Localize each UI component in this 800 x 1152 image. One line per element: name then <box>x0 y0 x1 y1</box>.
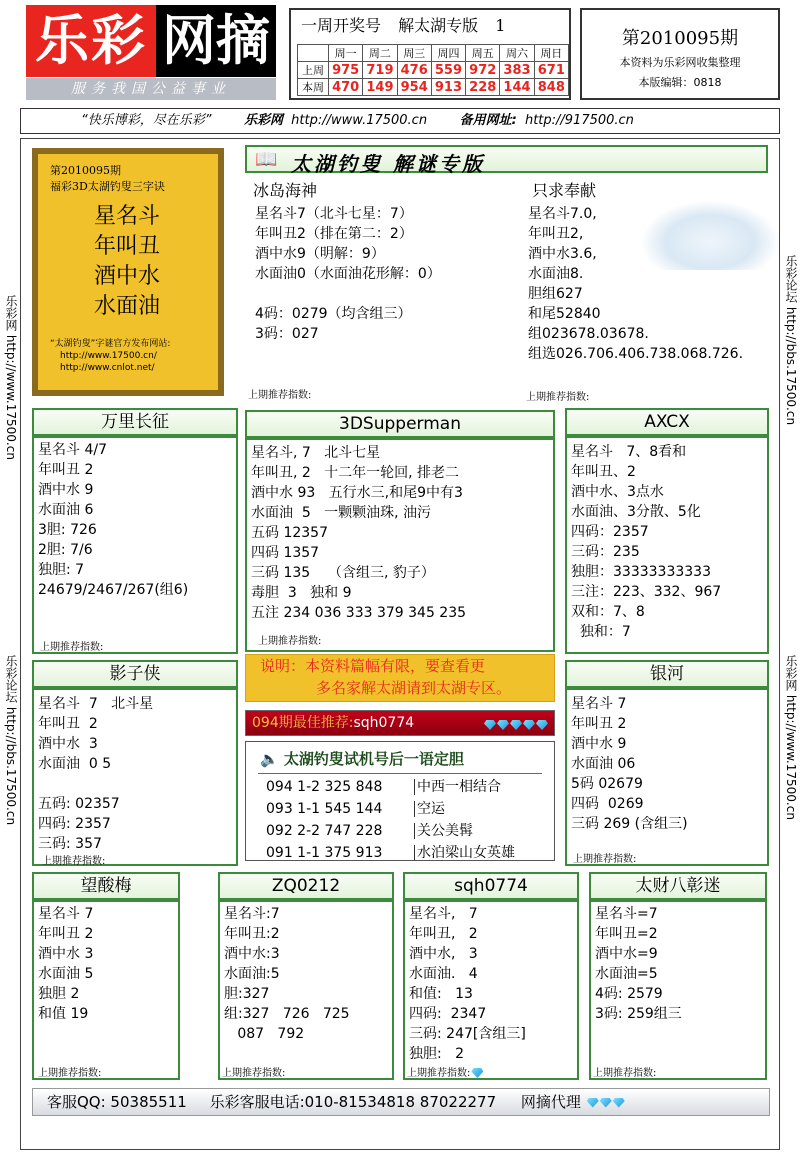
issue-note: 本资料为乐彩网收集整理 <box>619 56 741 69</box>
site-logo <box>26 5 276 77</box>
yinhe-line: 年叫丑 2 <box>571 716 627 732</box>
contact-bar <box>32 1088 770 1116</box>
qq-contact[interactable]: 客服QQ: 50385511 <box>47 1093 187 1111</box>
this-week-number-5: 144 <box>500 79 534 96</box>
backup-url-link[interactable]: http://917500.cn <box>524 113 634 128</box>
taicai-footer: 上期推荐指数: <box>593 1068 657 1079</box>
axcx-line: 水面油、3分散、5化 <box>571 504 701 520</box>
riddle-site1-link[interactable]: http://www.17500.cn/ <box>60 351 157 361</box>
sqh-line: 水面油. 4 <box>409 966 478 982</box>
wangsuan-line: 酒中水 3 <box>38 946 94 962</box>
best-pick-bar: 094期最佳推荐:sqh0774 <box>245 710 555 736</box>
taicai-box <box>589 900 767 1080</box>
weekday-cell-5: 周六 <box>500 45 534 62</box>
supper-line: 毒胆 3 独和 9 <box>251 585 352 601</box>
yinhe-title: 银河 <box>565 660 769 688</box>
zhiqiu-line: 水面油8. <box>528 266 584 282</box>
supper-line: 水面油 5 一颗颗油珠, 油污 <box>251 505 432 521</box>
yingzi-line: 水面油 0 5 <box>38 756 112 772</box>
notice-box: 说明：本资料篇幅有限，要查看更 多名家解太湖请到太湖专区。 <box>245 654 555 702</box>
supper-line: 五注 234 036 333 379 345 235 <box>251 605 467 621</box>
motto-bar: “快乐博彩，尽在乐彩” 乐彩网 http://www.17500.cn 备用网址: http://917500.cn <box>20 108 780 134</box>
this-week-number-1: 149 <box>363 79 397 96</box>
zq-line: 酒中水:3 <box>224 946 280 962</box>
sqh-line: 星名斗, 7 <box>409 906 478 922</box>
logo-red-part: 乐彩 <box>26 5 156 77</box>
wangsuan-line: 水面油 5 <box>38 966 94 982</box>
riddle-line: 星名斗 <box>94 204 161 229</box>
site-url-link[interactable]: http://www.17500.cn <box>291 113 428 128</box>
supper-line: 五码 12357 <box>251 525 328 541</box>
wangsuan-line: 星名斗 7 <box>38 906 94 922</box>
supper-line: 星名斗, 7 北斗七星 <box>251 445 381 461</box>
sqh-line: 酒中水, 3 <box>409 946 478 962</box>
sqh-line: 独胆: 2 <box>409 1046 464 1062</box>
wanli-line: 星名斗 4/7 <box>38 442 107 458</box>
zq-line: 年叫丑:2 <box>224 926 280 942</box>
issue-number: 第2010095期 <box>621 28 739 49</box>
icedao-name: 冰岛海神 <box>253 181 318 200</box>
yinhe-line: 星名斗 7 <box>571 696 627 712</box>
yingzi-line: 四码: 2357 <box>38 816 111 832</box>
weekday-cell-2: 周三 <box>397 45 431 62</box>
axcx-line: 酒中水、3点水 <box>571 484 664 500</box>
yinhe-footer: 上期推荐指数: <box>573 854 637 865</box>
best-pick-value[interactable]: sqh0774 <box>353 715 415 731</box>
wanli-line: 水面油 6 <box>38 502 94 518</box>
riddle-line: 酒中水 <box>94 264 161 289</box>
side-left-top: 乐彩网 http://www.17500.cn <box>4 295 18 460</box>
yingzi-line: 五码: 02357 <box>38 796 120 812</box>
taicai-line: 3码: 259组三 <box>595 1006 682 1022</box>
zhiqiu-line: 年叫丑2, <box>528 226 584 242</box>
last-week-number-3: 559 <box>431 62 465 79</box>
diamond-icons <box>586 1093 625 1111</box>
zq-title: ZQ0212 <box>218 872 394 900</box>
wanli-line: 2胆: 7/6 <box>38 542 93 558</box>
speaker-icon: 🔈 <box>260 750 279 768</box>
wangsuan-title: 望酸梅 <box>32 872 180 900</box>
icedao-line: 年叫丑2（排在第二：2） <box>255 226 413 242</box>
yingzi-box <box>32 688 238 866</box>
this-week-number-4: 228 <box>466 79 500 96</box>
wanli-line: 独胆: 7 <box>38 562 85 578</box>
last-week-number-2: 476 <box>397 62 431 79</box>
banner <box>245 145 768 176</box>
trial-hint: 空运 <box>414 801 445 817</box>
sqh-line: 年叫丑, 2 <box>409 926 478 942</box>
wanli-line: 24679/2467/267(组6) <box>38 582 189 598</box>
trial-draw: 093 1-1 545 144 <box>266 801 383 817</box>
wanli-line: 酒中水 9 <box>38 482 94 498</box>
supper-footer: 上期推荐指数: <box>258 636 322 647</box>
taicai-line: 酒中水=9 <box>595 946 658 962</box>
yinhe-line: 5码 02679 <box>571 776 643 792</box>
zhiqiu-lines <box>524 204 743 364</box>
trial-draw: 094 1-2 325 848 <box>266 779 383 795</box>
supper-title: 3DSupperman <box>245 410 555 438</box>
zq-line: 星名斗:7 <box>224 906 280 922</box>
phone-contact: 乐彩客服电话:010-81534818 87022277 <box>209 1093 497 1111</box>
zhiqiu-line: 组023678.03678. <box>528 326 649 342</box>
zq-line: 组:327 726 725 <box>224 1006 350 1022</box>
taicai-line: 4码: 2579 <box>595 986 663 1002</box>
wanli-line: 3胆: 726 <box>38 522 97 538</box>
this-week-number-2: 954 <box>397 79 431 96</box>
icedao-line: 星名斗7（北斗七星：7） <box>255 206 413 222</box>
last-week-number-5: 383 <box>500 62 534 79</box>
axcx-line: 三码：235 <box>571 544 640 560</box>
trial-row <box>266 776 554 798</box>
axcx-title: AXCX <box>565 408 769 436</box>
trial-draw: 091 1-1 375 913 <box>266 845 383 861</box>
wangsuan-line: 年叫丑 2 <box>38 926 94 942</box>
draw-title: 一周开奖号 解太湖专版 1 <box>301 16 506 35</box>
last-week-number-4: 972 <box>466 62 500 79</box>
side-right-top: 乐彩论坛 http://bbs.17500.cn <box>784 255 798 426</box>
zhiqiu-line: 酒中水3.6, <box>528 246 597 262</box>
wanli-line: 年叫丑 2 <box>38 462 94 478</box>
zq-line: 087 792 <box>224 1026 305 1042</box>
zhiqiu-line: 和尾52840 <box>528 306 601 322</box>
last-week-number-0: 975 <box>329 62 363 79</box>
this-week-number-0: 470 <box>329 79 363 96</box>
yinhe-line: 三码 269 (含组三) <box>571 816 688 832</box>
wanli-box <box>32 436 238 654</box>
axcx-line: 星名斗 7、8看和 <box>571 444 687 460</box>
slogan: 服务我国公益事业 <box>26 78 276 100</box>
last-week-number-6: 671 <box>534 62 568 79</box>
yingzi-line: 年叫丑 2 <box>38 716 98 732</box>
axcx-line: 三注：223、332、967 <box>571 584 722 600</box>
zq-footer: 上期推荐指数: <box>222 1068 286 1079</box>
yingzi-line: 三码: 357 <box>38 836 102 852</box>
trial-title: 太湖钓叟试机号后一语定胆 <box>283 750 464 768</box>
diamond-icon <box>471 1068 483 1078</box>
supper-box <box>245 438 555 652</box>
taicai-title: 太财八彰迷 <box>589 872 767 900</box>
yingzi-line <box>38 774 236 794</box>
side-right-bottom: 乐彩网 http://www.17500.cn <box>784 655 798 820</box>
diamond-icons <box>483 713 548 737</box>
wangsuan-footer: 上期推荐指数: <box>38 1068 102 1079</box>
yingzi-title: 影子侠 <box>32 660 238 688</box>
icedao-line <box>255 284 441 304</box>
weekly-draw-panel <box>289 8 571 100</box>
icedao-line: 水面油0（水面油花形解：0） <box>255 266 441 282</box>
axcx-box <box>565 436 769 654</box>
zq-line: 胆:327 <box>224 986 270 1002</box>
riddle-line: 年叫丑 <box>94 234 161 259</box>
zq-line: 水面油:5 <box>224 966 280 982</box>
zhiqiu-line: 星名斗7.0, <box>528 206 597 222</box>
weekday-cell-3: 周四 <box>431 45 465 62</box>
trial-draw: 092 2-2 747 228 <box>266 823 383 839</box>
sqh-line: 四码: 2347 <box>409 1006 487 1022</box>
axcx-line: 年叫丑、2 <box>571 464 636 480</box>
yinhe-line: 四码 0269 <box>571 796 644 812</box>
trial-box <box>245 741 555 861</box>
wanli-title: 万里长征 <box>32 408 238 436</box>
banner-title: 太湖钓叟 解谜专版 <box>291 152 485 176</box>
zhiqiu-line: 胆组627 <box>528 286 583 302</box>
supper-line: 三码 135 （含组三, 豹子） <box>251 565 435 581</box>
book-icon: 📖 <box>255 149 278 170</box>
riddle-lines <box>94 202 218 322</box>
weekday-cell-1: 周二 <box>363 45 397 62</box>
sqh-title: sqh0774 <box>403 872 579 900</box>
supper-line: 酒中水 93 五行水三,和尾9中有3 <box>251 485 463 501</box>
taicai-line: 年叫丑=2 <box>595 926 658 942</box>
sqh-footer: 上期推荐指数: <box>407 1064 483 1079</box>
yinhe-line: 水面油 06 <box>571 756 636 772</box>
draw-table: 周一 周二 周三 周四 周五 周六 周日 上周 975 719 476 559 972 383 671 本周 470 149 954 913 228 144 848 <box>297 44 569 96</box>
trial-hint: 水泊梁山女英雄 <box>414 845 515 861</box>
trial-row <box>266 798 554 820</box>
site-label: 乐彩网 <box>244 113 284 128</box>
yingzi-line: 酒中水 3 <box>38 736 98 752</box>
wangsuan-box <box>32 900 180 1080</box>
zhiqiu-line: 组选026.706.406.738.068.726. <box>528 346 744 362</box>
this-week-number-6: 848 <box>534 79 568 96</box>
taicai-line: 水面油=5 <box>595 966 658 982</box>
wanli-footer: 上期推荐指数: <box>40 642 104 653</box>
zq-box <box>218 900 394 1080</box>
icedao-line: 3码：027 <box>255 326 319 342</box>
weekday-cell-4: 周五 <box>466 45 500 62</box>
riddle-site2-link[interactable]: http://www.cnlot.net/ <box>60 363 155 373</box>
axcx-line: 独胆：33333333333 <box>571 564 711 580</box>
yingzi-line: 星名斗 7 北斗星 <box>38 696 154 712</box>
yingzi-footer: 上期推荐指数: <box>42 856 106 867</box>
axcx-line: 独和：7 <box>571 624 631 640</box>
weekday-cell-0: 周一 <box>329 45 363 62</box>
side-left-bottom: 乐彩论坛 http://bbs.17500.cn <box>4 655 18 826</box>
supper-line: 年叫丑, 2 十二年一轮回, 排老二 <box>251 465 460 481</box>
weekday-cell-6: 周日 <box>534 45 568 62</box>
sqh-line: 和值: 13 <box>409 986 473 1002</box>
taicai-line: 星名斗=7 <box>595 906 658 922</box>
sqh-line: 三码: 247[含组三] <box>409 1026 526 1042</box>
trial-hint: 中西一相结合 <box>414 779 501 795</box>
icedao-footer: 上期推荐指数: <box>248 390 312 401</box>
agent-link[interactable]: 网摘代理 <box>520 1093 581 1111</box>
issue-panel <box>580 8 780 100</box>
trial-rows <box>266 776 554 864</box>
trial-row <box>266 842 554 864</box>
supper-line: 四码 1357 <box>251 545 320 561</box>
riddle-line: 水面油 <box>94 294 161 319</box>
trial-hint: 关公美髯 <box>414 823 473 839</box>
icedao-lines <box>251 204 441 344</box>
last-week-number-1: 719 <box>363 62 397 79</box>
this-week-number-3: 913 <box>431 79 465 96</box>
wangsuan-line: 独胆 2 <box>38 986 80 1002</box>
zhiqiu-footer: 上期推荐指数: <box>526 392 590 403</box>
yinhe-line: 酒中水 9 <box>571 736 627 752</box>
axcx-line: 双和：7、8 <box>571 604 645 620</box>
wangsuan-line: 和值 19 <box>38 1006 89 1022</box>
trial-row <box>266 820 554 842</box>
icedao-line: 酒中水9（明解：9） <box>255 246 385 262</box>
axcx-line: 四码：2357 <box>571 524 649 540</box>
sqh-box <box>403 900 579 1080</box>
icedao-line: 4码：0279（均含组三） <box>255 306 412 322</box>
yinhe-box <box>565 688 769 866</box>
zhiqiu-name: 只求奉献 <box>532 181 597 200</box>
issue-editor: 本版编辑：0818 <box>638 76 722 89</box>
logo-black-part: 网摘 <box>156 5 276 77</box>
riddle-panel: 第2010095期 福彩3D太湖钓叟三字诀 星名斗 年叫丑 酒中水 水面油 “太湖钓叟”字谜官方发布网站: http://www.17500.cn/ http://www.cnlot.net/ <box>32 148 224 396</box>
